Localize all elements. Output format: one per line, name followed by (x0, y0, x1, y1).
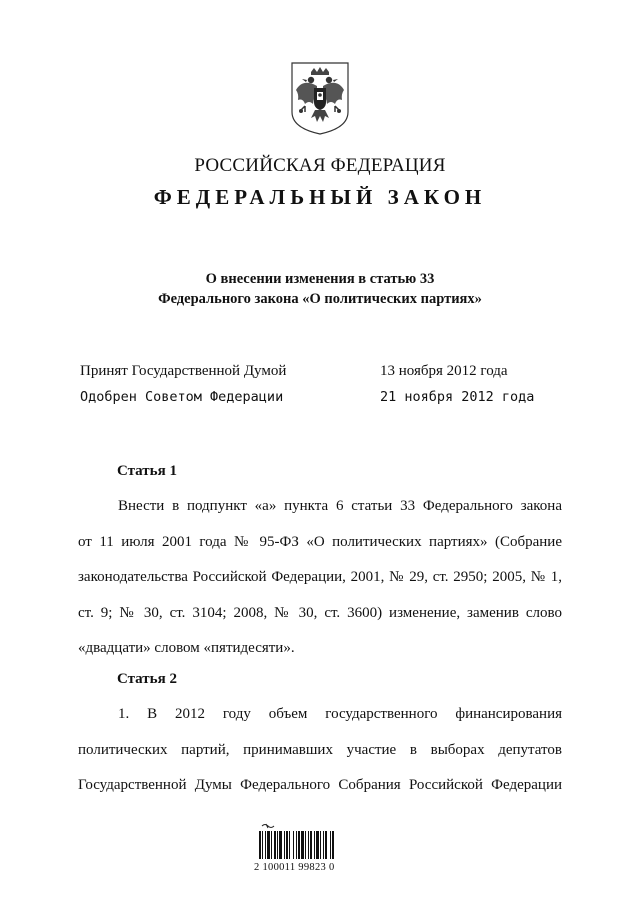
article-1-line: законодательства Российской Федерации, 2001, № 29, ст. 2950; 2005, № 1, (78, 569, 562, 585)
law-title-line-1: О внесении изменения в статью 33 (205, 271, 435, 287)
article-2-line: политических партий, принимавших участие в выборах депутатов (78, 741, 562, 758)
council-approval-label: Одобрен Советом Федерации (80, 389, 284, 405)
article-1-heading: Статья 1 (117, 463, 177, 479)
duma-adoption-date: 13 ноября 2012 года (380, 363, 508, 379)
duma-adoption-label: Принят Государственной Думой (80, 363, 287, 379)
article-1-line: «двадцати» словом «пятидесяти». (78, 640, 295, 656)
article-1-line: ст. 9; № 30, ст. 3104; 2008, № 30, ст. 3600) изменение, заменив слово (78, 604, 562, 621)
council-approval-date: 21 ноября 2012 года (380, 389, 535, 405)
article-2-text (78, 697, 562, 804)
article-2-line: 1. В 2012 году объем государственного финансирования (118, 706, 562, 722)
article-1-line: от 11 июля 2001 года № 95-ФЗ «О политических партиях» (Собрание (78, 533, 562, 550)
article-1-line: Внести в подпункт «а» пункта 6 статьи 33 Федерального закона (118, 498, 562, 514)
law-title-line-2: Федерального закона «О политических партиях» (158, 291, 482, 307)
coat-of-arms-icon (289, 60, 351, 136)
law-title (0, 269, 640, 309)
article-2-heading: Статья 2 (117, 671, 177, 687)
article-1-text (78, 489, 562, 667)
article-2-line: Государственной Думы Федерального Собрания Российской Федерации (78, 777, 562, 793)
country-heading: РОССИЙСКАЯ ФЕДЕРАЦИЯ (194, 155, 446, 176)
document-type-heading: ФЕДЕРАЛЬНЫЙ ЗАКОН (153, 185, 487, 209)
barcode-number: 2 100011 99823 0 (254, 862, 335, 873)
